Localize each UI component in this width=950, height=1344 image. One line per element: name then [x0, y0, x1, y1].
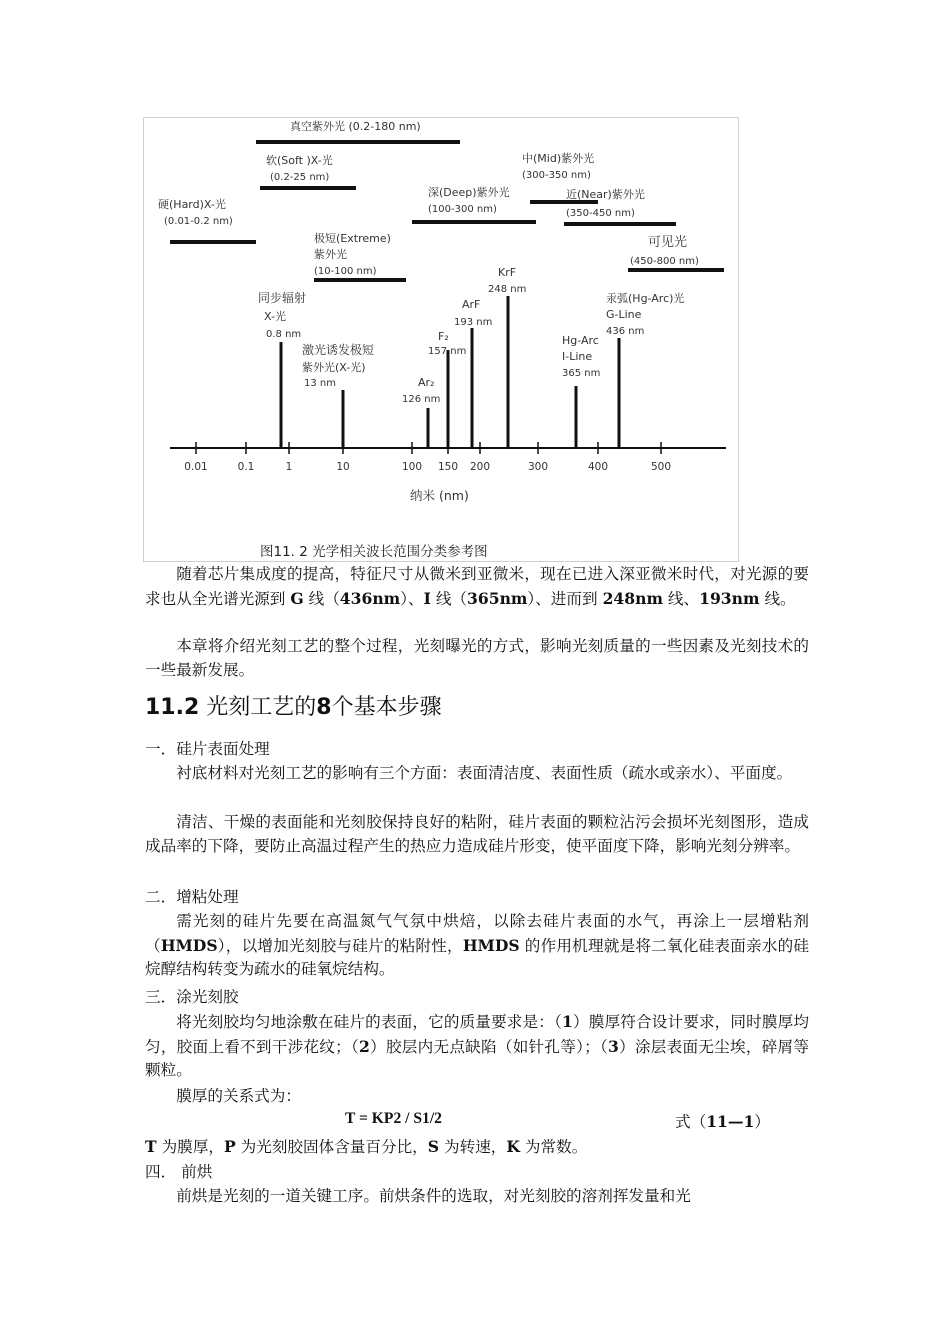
hard-xray-label: 硬(Hard)X-光: [158, 198, 226, 211]
visible-range: (450-800 nm): [630, 256, 699, 267]
x-tick-label-1: 0.1: [237, 461, 255, 473]
soft-xray-range: (0.2-25 nm): [270, 172, 330, 183]
arf-label-1: ArF: [462, 298, 481, 311]
iline-label-2: I-Line: [562, 350, 593, 363]
laser-label-1: 激光诱发极短: [302, 343, 375, 357]
x-tick-label-8: 400: [587, 461, 609, 473]
krf-label-2: 248 nm: [488, 284, 527, 295]
formula-row: [145, 1110, 809, 1134]
x-tick-label-4: 100: [401, 461, 423, 473]
sync-label-1: 同步辐射: [258, 291, 307, 305]
gline-label-2: G-Line: [606, 308, 642, 321]
x-tick-label-5: 150: [437, 461, 459, 473]
laser-label-3: 13 nm: [304, 378, 336, 389]
extreme-uv-label-2: 紫外光: [314, 248, 347, 261]
x-tick-label-7: 300: [527, 461, 549, 473]
krf-label-1: KrF: [498, 266, 517, 279]
step-2-paragraph: 需光刻的硅片先要在高温氮气气氛中烘焙，以除去硅片表面的水气，再涂上一层增粘剂（HMDS），以增加光刻胶与硅片的粘附性，HMDS 的作用机理就是将二氧化硅表面亲水的硅烷醇结构转变为疏水的硅氧烷结构。: [145, 912, 809, 978]
soft-xray-label: 软(Soft )X-光: [266, 154, 333, 167]
figure-caption: 图11. 2 光学相关波长范围分类参考图: [260, 544, 488, 560]
f2-label-2: 157 nm: [428, 346, 467, 357]
x-tick-label-9: 500: [650, 461, 672, 473]
gline-label-1: 汞弧(Hg-Arc)光: [606, 292, 685, 305]
vacuum-uv-label: 真空紫外光 (0.2-180 nm): [290, 120, 421, 133]
step-1-title: 一．硅片表面处理: [145, 740, 270, 758]
deep-uv-label: 深(Deep)紫外光: [428, 186, 510, 199]
step-4-paragraph: 前烘是光刻的一道关键工序。前烘条件的选取，对光刻胶的溶剂挥发量和光: [176, 1187, 691, 1205]
arf-label-2: 193 nm: [454, 317, 493, 328]
section-heading: 11.2 光刻工艺的8个基本步骤: [145, 695, 442, 720]
extreme-uv-label: 极短(Extreme): [314, 232, 391, 245]
wavelength-figure: [143, 117, 739, 562]
f2-label-1: F₂: [438, 330, 449, 343]
ar2-label-2: 126 nm: [402, 394, 441, 405]
hard-xray-range: (0.01-0.2 nm): [164, 216, 233, 227]
near-uv-label: 近(Near)紫外光: [566, 188, 645, 201]
visible-label: 可见光: [648, 235, 688, 250]
laser-label-2: 紫外光(X-光): [302, 361, 366, 374]
wavelength-chart: [144, 118, 738, 561]
x-axis-label: 纳米 (nm): [410, 488, 469, 503]
x-tick-label-3: 10: [336, 461, 350, 473]
x-tick-label-0: 0.01: [184, 461, 208, 473]
x-tick-label-6: 200: [469, 461, 491, 473]
step-1-paragraph-2: 清洁、干燥的表面能和光刻胶保持良好的粘附，硅片表面的颗粒沾污会损坏光刻图形，造成成品率的下降，要防止高温过程产生的热应力造成硅片形变，使平面度下降，影响光刻分辨率。: [145, 813, 809, 855]
sync-label-2: X-光: [264, 310, 286, 323]
step-3-paragraph: 将光刻胶均匀地涂敷在硅片的表面，它的质量要求是：（1）膜厚符合设计要求，同时膜厚均匀，胶面上看不到干涉花纹；（2）胶层内无点缺陷（如针孔等）；（3）涂层表面无尘埃，碎屑等颗粒。: [145, 1012, 809, 1079]
step-3-title: 三．涂光刻胶: [145, 988, 239, 1006]
formula-number: 式（11—1）: [675, 1112, 770, 1131]
step-1-paragraph-1: 衬底材料对光刻工艺的影响有三个方面：表面清洁度、表面性质（疏水或亲水）、平面度。: [176, 764, 793, 782]
paragraph-chapter-intro: 本章将介绍光刻工艺的整个过程，光刻曝光的方式，影响光刻质量的一些因素及光刻技术的一些最新发展。: [145, 637, 809, 679]
x-axis-tick-labels: [184, 461, 671, 473]
deep-uv-range: (100-300 nm): [428, 204, 497, 215]
step-4-title: 四． 前烘: [145, 1163, 213, 1181]
thickness-formula: T = KP2 / S1/2: [345, 1110, 442, 1127]
extreme-uv-range: (10-100 nm): [314, 266, 377, 277]
mid-uv-label: 中(Mid)紫外光: [522, 152, 595, 165]
gline-label-3: 436 nm: [606, 326, 645, 337]
formula-variables: T 为膜厚，P 为光刻胶固体含量百分比，S 为转速，K 为常数。: [145, 1137, 588, 1156]
iline-label-3: 365 nm: [562, 368, 601, 379]
ar2-label-1: Ar₂: [418, 376, 435, 389]
x-tick-label-2: 1: [285, 461, 293, 473]
step-2-title: 二．增粘处理: [145, 888, 239, 906]
step-3-formula-intro: 膜厚的关系式为：: [176, 1087, 301, 1105]
iline-label-1: Hg-Arc: [562, 334, 599, 347]
near-uv-range: (350-450 nm): [566, 208, 635, 219]
sync-label-3: 0.8 nm: [266, 329, 302, 340]
mid-uv-range: (300-350 nm): [522, 170, 591, 181]
paragraph-light-source: 随着芯片集成度的提高，特征尺寸从微米到亚微米，现在已进入深亚微米时代，对光源的要求也从全光谱光源到 G 线（436nm）、I 线（365nm）、进而到 248nm 线、193nm 线。: [145, 565, 809, 608]
